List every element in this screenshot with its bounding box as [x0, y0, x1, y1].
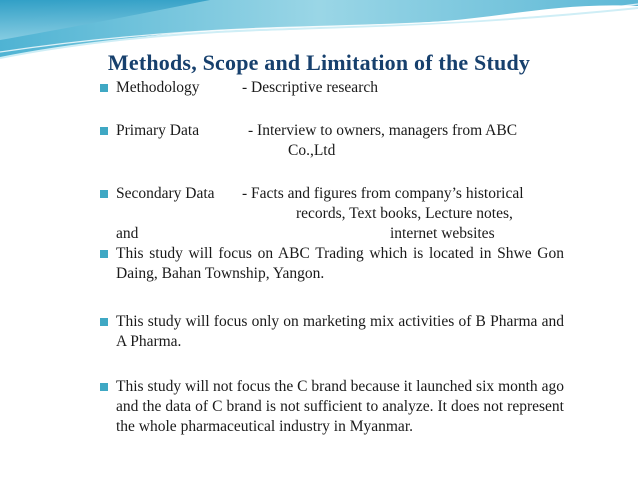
bullet-icon	[100, 190, 108, 198]
scope-location-text: This study will focus on ABC Trading which is located in Shwe Gon Daing, Bahan Township, Yangon.	[116, 245, 564, 282]
bullet-icon	[100, 84, 108, 92]
primary-data-value: - Interview to owners, managers from ABC	[248, 122, 518, 139]
methodology-label: Methodology	[116, 79, 200, 96]
primary-data-label: Primary Data	[116, 122, 200, 139]
limitation-text: This study will not focus the C brand because it launched six month ago and the data of C brand is not sufficient to analyze. It does not represent the whole pharmaceutical industry in Myanmar.	[116, 378, 564, 435]
secondary-data-value: - Facts and figures from company’s historical	[242, 185, 524, 202]
scope-marketing-text: This study will focus only on marketing mix activities of B Pharma and A Pharma.	[116, 313, 564, 350]
secondary-data-and: and	[116, 225, 139, 242]
bullet-icon	[100, 318, 108, 326]
methodology-value: - Descriptive research	[242, 79, 378, 96]
bullet-icon	[100, 383, 108, 391]
secondary-data-value-end: internet websites	[390, 225, 495, 242]
secondary-data-value-cont: records, Text books, Lecture notes,	[296, 205, 513, 222]
secondary-data-label: Secondary Data	[116, 185, 215, 202]
bullet-icon	[100, 250, 108, 258]
slide-title: Methods, Scope and Limitation of the Study	[107, 50, 531, 75]
primary-data-value-cont: Co.,Ltd	[288, 142, 336, 159]
bullet-icon	[100, 127, 108, 135]
